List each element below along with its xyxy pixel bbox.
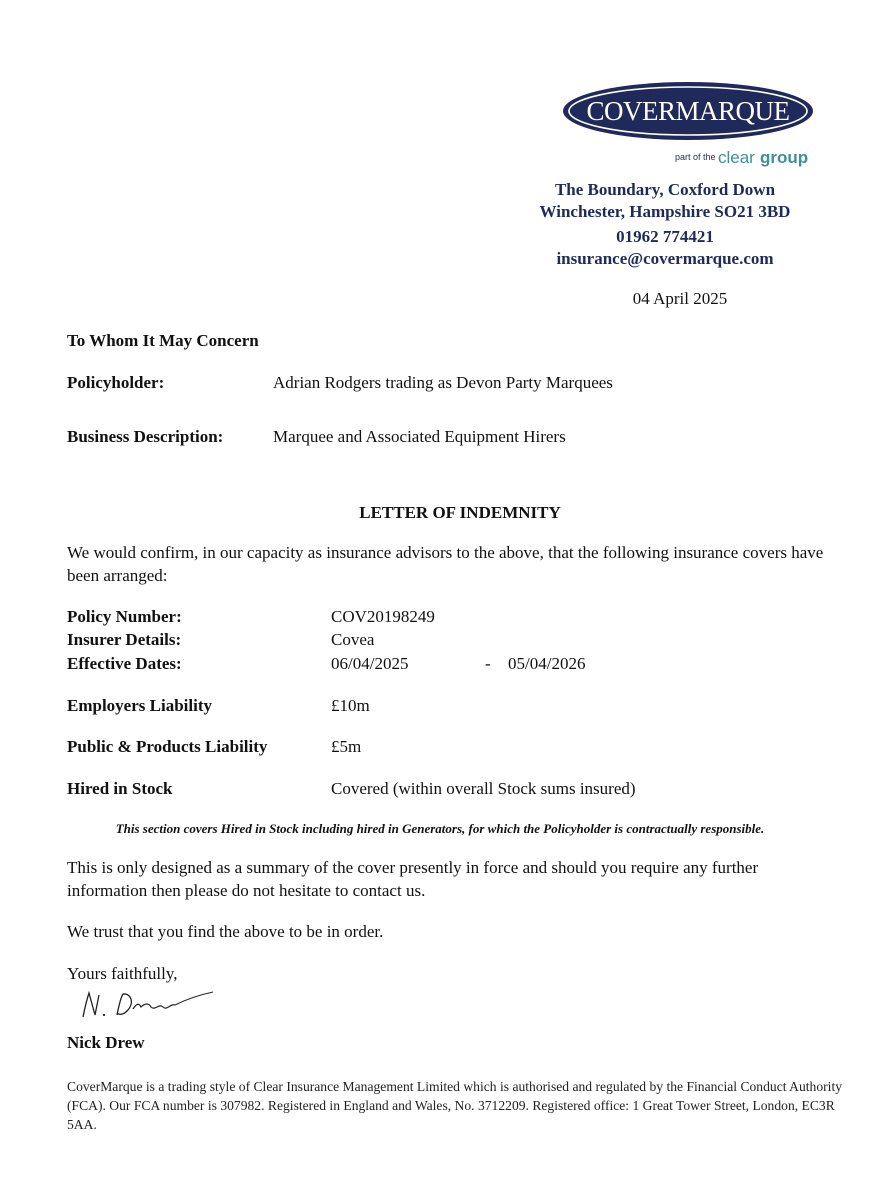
date-to: 05/04/2026 xyxy=(508,654,586,673)
footer-disclaimer: CoverMarque is a trading style of Clear Insurance Management Limited which is authorised and regulated by the Financial Conduct Authority (FCA). Our FCA number is 307982. Registered in England and Wales, No. 3712209. Registered office: 1 Great Tower Street, London, EC3R 5AA. xyxy=(67,1079,843,1132)
date-separator: - xyxy=(485,654,491,673)
insurer-label: Insurer Details: xyxy=(67,630,182,649)
covermarque-logo xyxy=(560,80,820,170)
svg-text:part of the: part of the xyxy=(675,152,716,162)
cover-value: Covered (within overall Stock sums insured) xyxy=(331,779,636,798)
letter-date: 04 April 2025 xyxy=(632,289,728,308)
signatory-name: Nick Drew xyxy=(67,1033,145,1052)
address-line-2: Winchester, Hampshire SO21 3BD xyxy=(539,202,791,221)
handwritten-signature xyxy=(75,985,225,1025)
cover-value: £10m xyxy=(331,696,370,715)
svg-text:clear: clear xyxy=(718,148,755,167)
summary-paragraph: This is only designed as a summary of the cover presently in force and should you require any further information then please do not hesitate to contact us. xyxy=(67,858,759,900)
cover-label: Public & Products Liability xyxy=(67,737,268,756)
policyholder-label: Policyholder: xyxy=(67,373,165,392)
insurer-value: Covea xyxy=(331,630,375,649)
business-label: Business Description: xyxy=(67,427,224,446)
intro-paragraph: We would confirm, in our capacity as insurance advisors to the above, that the following insurance covers have been arranged: xyxy=(67,543,824,585)
letter-title: LETTER OF INDEMNITY xyxy=(359,503,561,522)
policy-number-label: Policy Number: xyxy=(67,607,182,626)
email-address: insurance@covermarque.com xyxy=(556,249,774,268)
effective-dates-label: Effective Dates: xyxy=(67,654,182,673)
policyholder-value: Adrian Rodgers trading as Devon Party Marquees xyxy=(273,373,613,392)
address-line-1: The Boundary, Coxford Down xyxy=(554,180,776,199)
svg-text:COVERMARQUE: COVERMARQUE xyxy=(586,96,790,126)
business-value: Marquee and Associated Equipment Hirers xyxy=(273,427,566,446)
closing: Yours faithfully, xyxy=(67,964,178,983)
salutation: To Whom It May Concern xyxy=(67,331,259,350)
policy-number-value: COV20198249 xyxy=(331,607,435,626)
logo-graphic xyxy=(560,80,820,170)
trust-paragraph: We trust that you find the above to be in order. xyxy=(67,922,384,941)
cover-label: Hired in Stock xyxy=(67,779,173,798)
phone-number: 01962 774421 xyxy=(616,227,714,246)
date-from: 06/04/2025 xyxy=(331,654,409,673)
hired-stock-note: This section covers Hired in Stock including hired in Generators, for which the Policyholder is contractually responsible. xyxy=(115,821,765,836)
svg-text:group: group xyxy=(760,148,809,167)
cover-value: £5m xyxy=(331,737,362,756)
cover-label: Employers Liability xyxy=(67,696,212,715)
